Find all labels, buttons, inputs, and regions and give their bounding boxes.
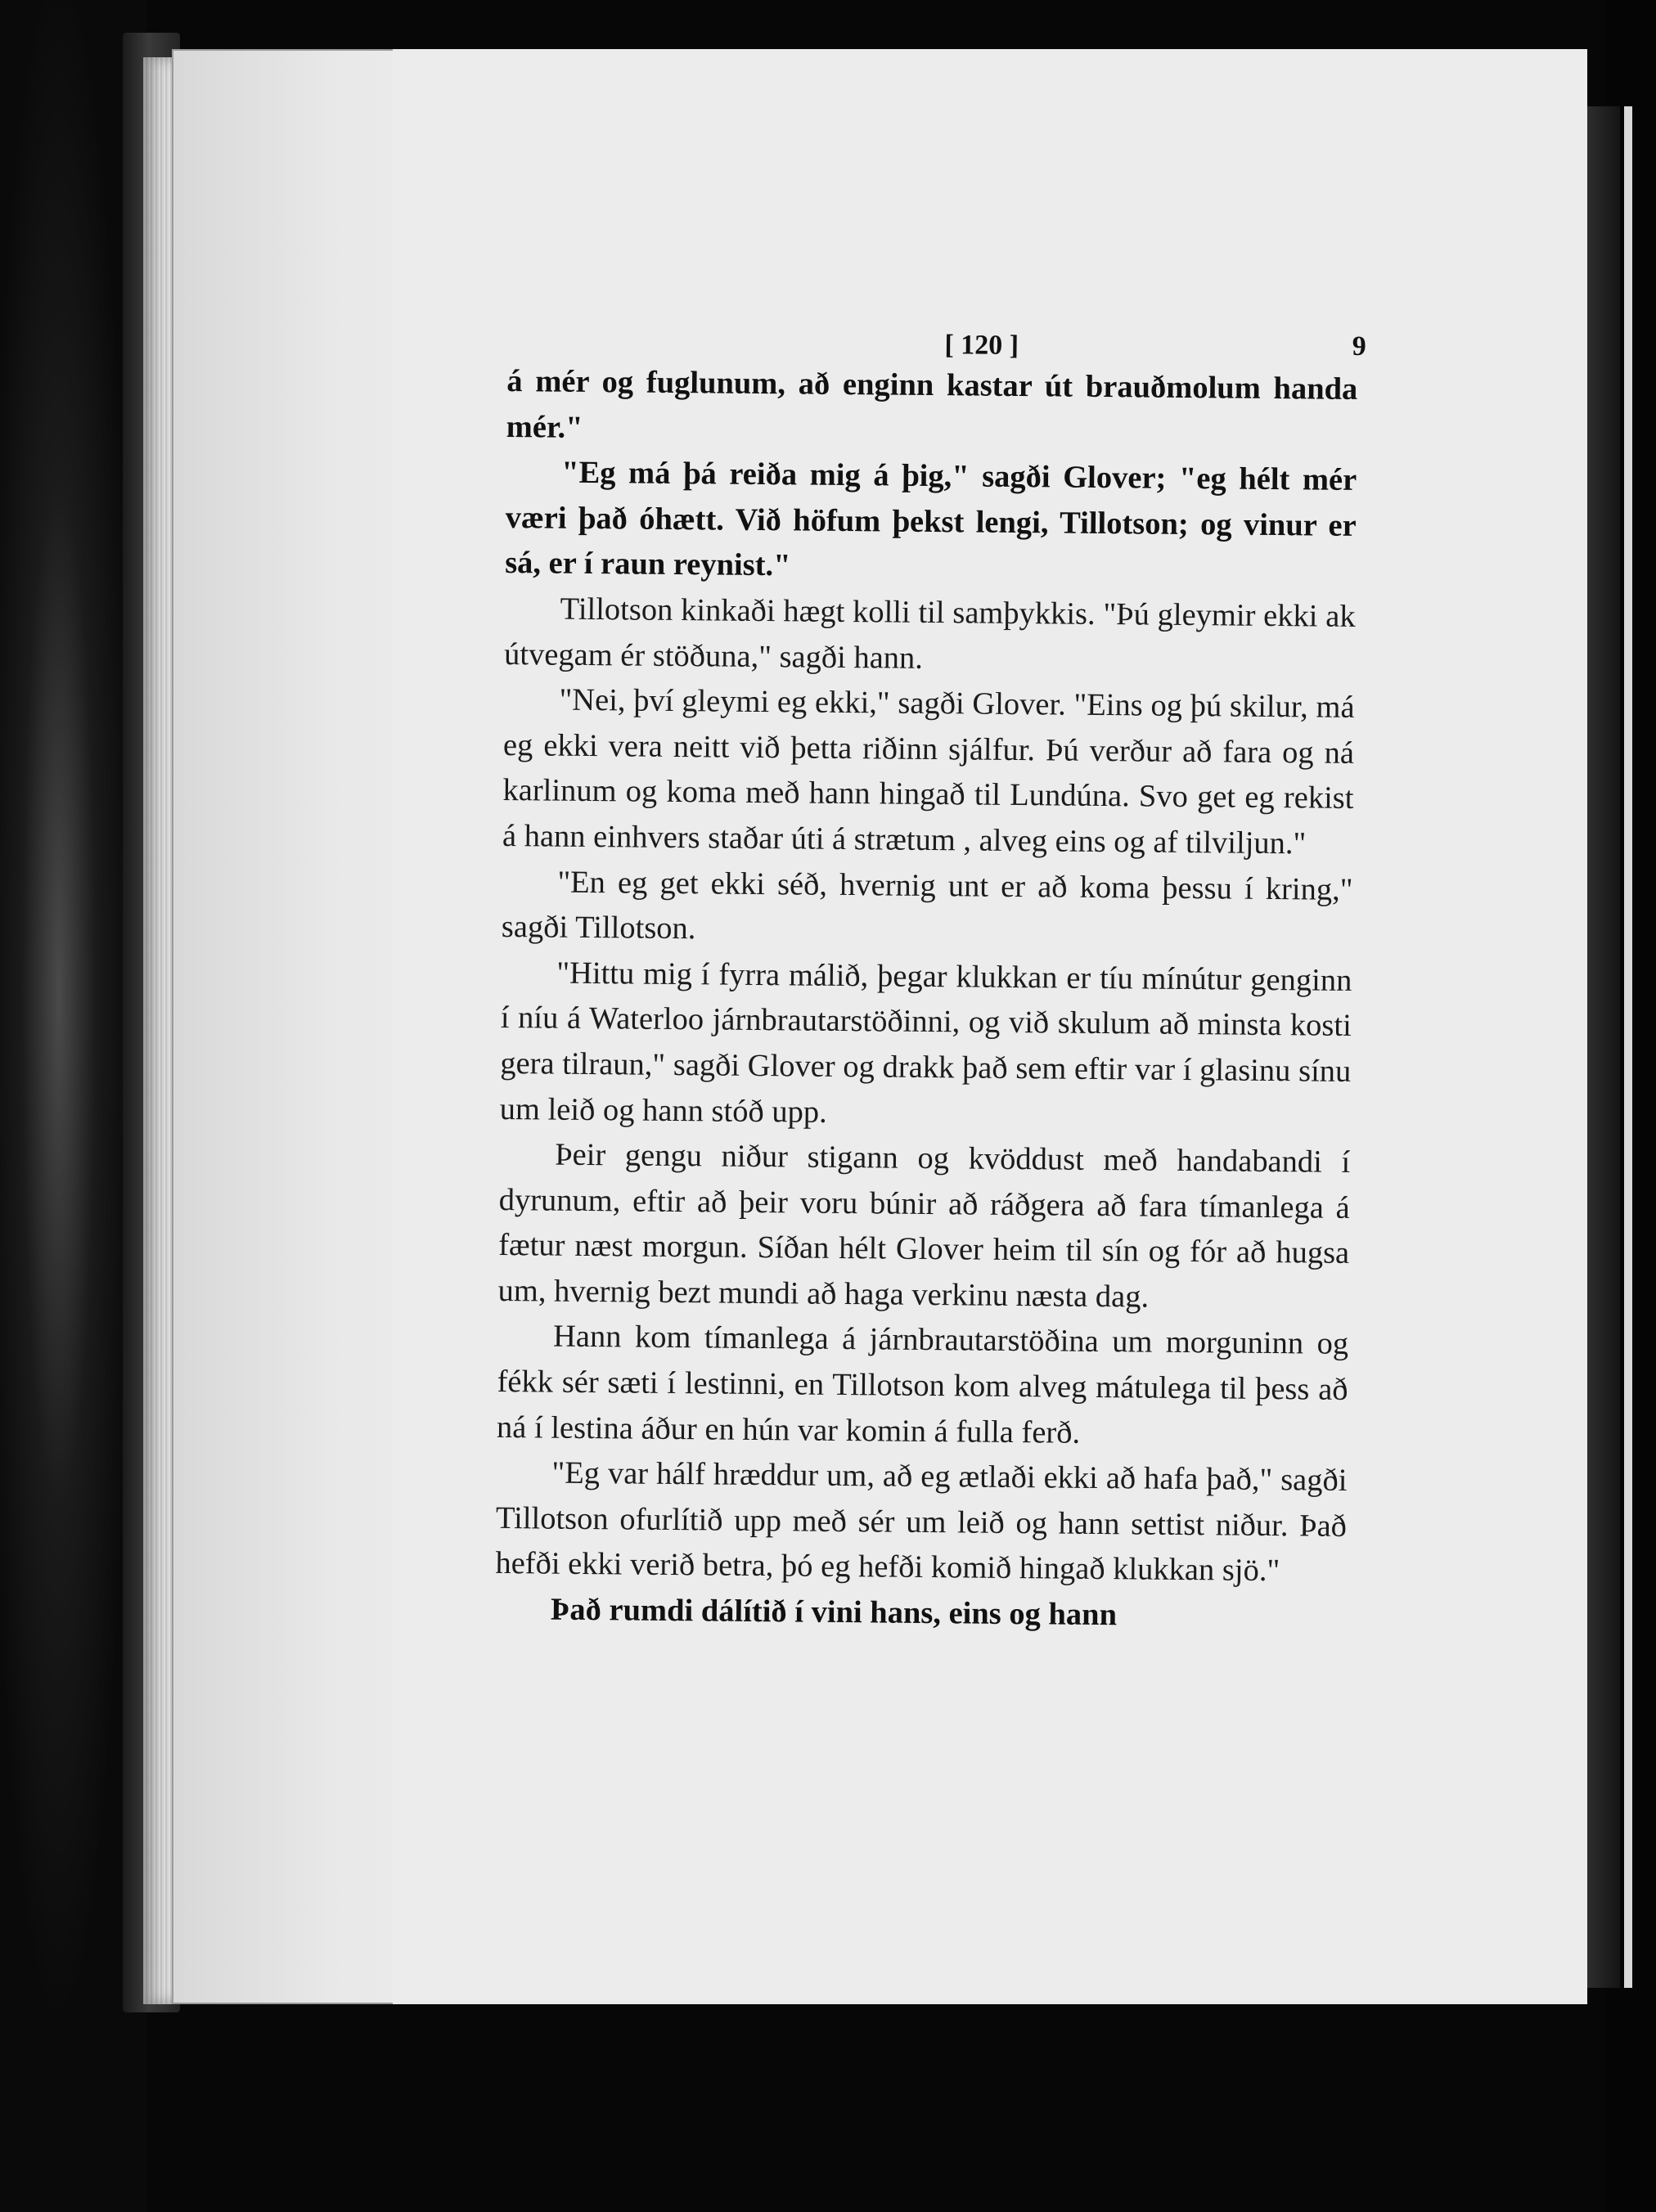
paragraph-1: á mér og fuglunum, að enginn kastar út brauðmolum handa mér." <box>506 363 1358 445</box>
paragraph-7: Þeir gengu niður stigann og kvöddust með handabandi í dyrunum, eftir að þeir voru búnir að ráðgera að fara tímanlega á fætur næst morgun. Síðan hélt Glover heim til sín og fór að hugsa um, hvernig bezt mundi að haga verkinu næsta dag. <box>497 1137 1351 1315</box>
page-sliver-right <box>1624 106 1632 1988</box>
paragraph-8: Hann kom tímanlega á járnbrautarstöðina um morguninn og fékk sér sæti í lestinni, en Tillotson kom alveg mátulega til þess að ná í lestina áður en hún var komin á fulla ferð. <box>496 1320 1349 1450</box>
page-number: [ 120 ] <box>944 330 1019 362</box>
paragraph-6: "Hittu mig í fyrra málið, þegar klukkan er tíu mínútur genginn í níu á Waterloo járnbrautarstöðinni, og við skulum að minsta kosti gera tilraun," sagði Glover og drakk það sem eftir var í glasinu sínu um leið og hann stóð upp. <box>499 955 1352 1130</box>
paragraph-4: "Nei, því gleymi eg ekki," sagði Glover. "Eins og þú skilur, má eg ekki vera neitt við þetta riðinn sjálfur. Þú verður að fara og ná karlinum og koma með hann hingað til Lundúna. Svo get eg rekist á hann einhvers staðar úti á strætum , alveg eins og af tilviljun." <box>502 682 1355 861</box>
paragraph-5: "En eg get ekki séð, hvernig unt er að koma þessu í kring," sagði Tillotson. <box>501 865 1353 946</box>
paragraph-3: Tillotson kinkaði hægt kolli til samþykkis. "Þú gleymir ekki ak útvegam ér stöðuna," sagði hann. <box>503 591 1356 676</box>
paragraph-10: Það rumdi dálítið í vini hans, eins og hann <box>550 1592 1118 1633</box>
paragraph-2: "Eg má þá reiða mig á þig," sagði Glover; "eg hélt mér væri það óhætt. Við höfum þekst lengi, Tillotson; og vinur er sá, er í raun reynist." <box>504 455 1357 583</box>
paragraph-9: "Eg var hálf hræddur um, að eg ætlaði ekki að hafa það," sagði Tillotson ofurlítið upp með sér um leið og hann settist niður. Það hefði ekki verið betra, þó eg hefði komið hingað klukkan sjö." <box>495 1455 1348 1589</box>
page-text-block <box>495 323 1366 1641</box>
corner-mark: 9 <box>1352 330 1366 362</box>
